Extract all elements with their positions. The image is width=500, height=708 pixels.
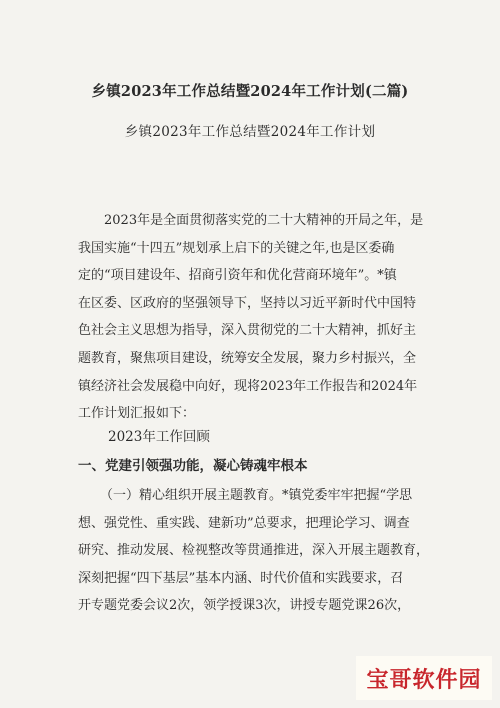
section-line: （一）精心组织开展主题教育。*镇党委牢牢把握“学思 [100,488,413,503]
watermark-logo [356,656,492,700]
document-title: 乡镇2023年工作总结暨2024年工作计划(二篇) [91,83,409,100]
intro-line: 我国实施“十四五”规划承上启下的关键之年,也是区委确 [78,240,395,256]
watermark-text: 宝哥软件园 [366,667,482,693]
section-1-paragraph [78,482,434,620]
document-subtitle: 乡镇2023年工作总结暨2024年工作计划 [124,124,376,140]
heading-section-1: 一、党建引领强功能，凝心铸魂牢根本 [78,458,308,474]
intro-line: 在区委、区政府的坚强领导下，坚持以习近平新时代中国特 [78,295,417,311]
intro-line: 色社会主义思想为指导，深入贯彻党的二十大精神，抓好主 [78,323,417,339]
intro-line: 题教育，聚焦项目建设，统筹安全发展，聚力乡村振兴，全 [78,350,417,366]
intro-line: 定的“项目建设年、招商引资年和优化营商环境年”。*镇 [78,268,397,284]
section-line: 想、强党性、重实践、建新功”总要求，把理论学习、调查 [78,515,410,531]
intro-line: 2023年是全面贯彻落实党的二十大精神的开局之年，是 [104,213,424,228]
intro-paragraph [78,207,434,428]
section-line: 深刻把握“四下基层”基本内涵、时代价值和实践要求，召 [78,570,404,586]
section-line: 开专题党委会议2次，领学授课3次，讲授专题党课26次， [78,598,411,614]
intro-line: 工作计划汇报如下： [78,406,196,422]
heading-review: 2023年工作回顾 [108,429,210,445]
intro-line: 镇经济社会发展稳中向好，现将2023年工作报告和2024年 [78,378,418,394]
section-line: 研究、推动发展、检视整改等贯通推进，深入开展主题教育， [78,543,430,559]
